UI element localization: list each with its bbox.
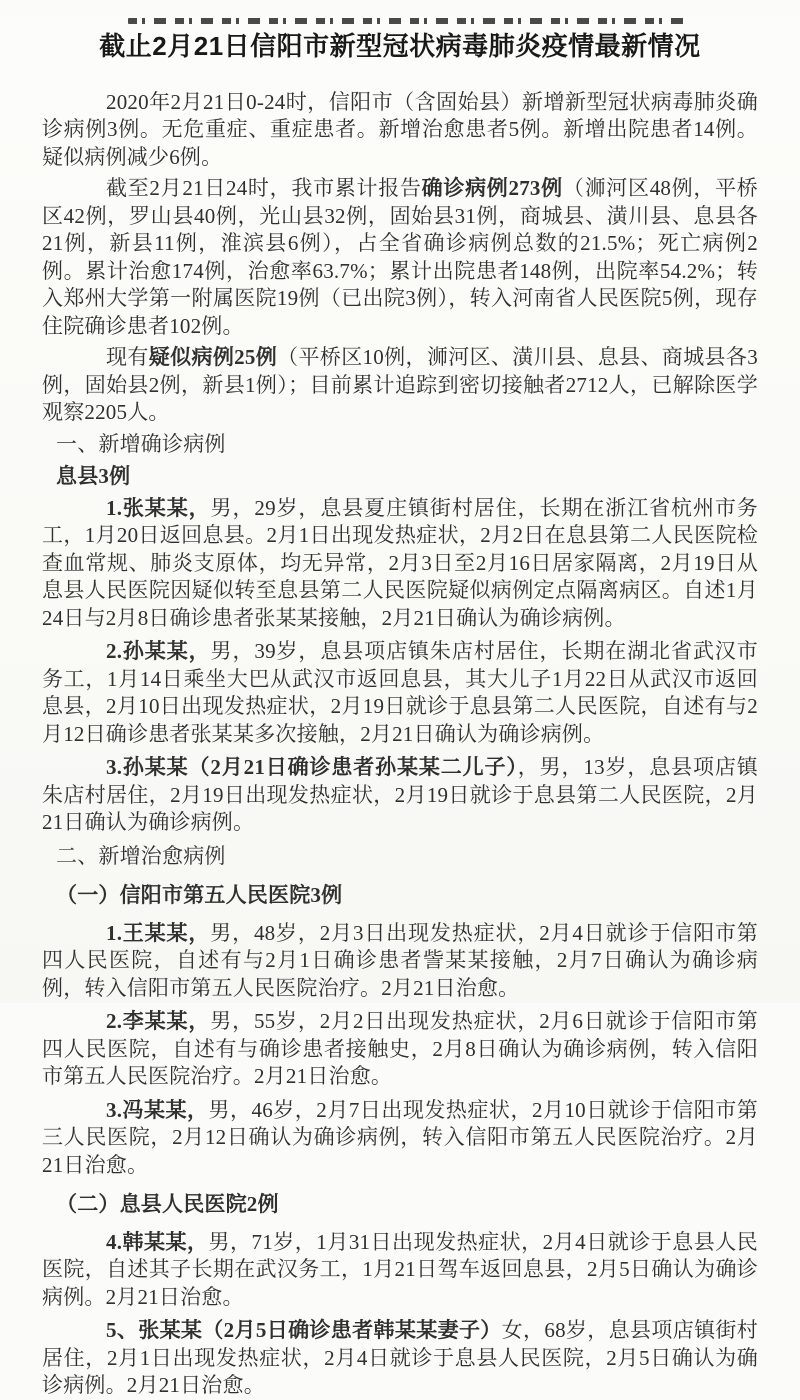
cumulative-post-text: （浉河区48例，平桥区42例，罗山县40例，光山县32例，固始县31例，商城县、潢川县、息县各21例，新县11例，淮滨县6例），占全省确诊病例总数的21.5%；死亡病例2例。累计治愈174例，治愈率63.7%；累计出院患者148例，出院率54.2%；转入郑州大学第一附属医院19例（已出院3例），转入河南省人民医院5例，现存住院确诊患者102例。 [42,176,758,338]
cured-case-2-lead: 2.李某某， [106,1009,211,1033]
suspected-total-bold: 疑似病例25例 [148,345,278,369]
confirmed-case-3 [42,754,758,837]
page-title: 截止2月21日信阳市新型冠状病毒肺炎疫情最新情况 [99,31,701,61]
confirmed-case-2-lead: 2.孙某某， [106,639,211,663]
clipped-previous-line-remnant [128,18,686,24]
confirmed-case-3-text: ，男，13岁，息县项店镇朱店村居住，2月19日出现发热症状，2月19日就诊于息县第二人民医院，2月21日确认为确诊病例。 [42,755,758,834]
cured-case-5-lead: 5、张某某（2月5日确诊患者韩某某妻子） [106,1318,502,1342]
subheading-xixian-3-cases [42,463,758,491]
confirmed-case-1-lead: 1.张某某， [106,495,211,520]
cured-case-2 [42,1008,758,1091]
daily-summary-text: 2020年2月21日0-24时，信阳市（含固始县）新增新型冠状病毒肺炎确诊病例3例。无危重症、重症患者。新增治愈患者5例。新增出院患者14例。疑似病例减少6例。 [42,89,758,169]
cured-case-4 [42,1229,758,1312]
confirmed-case-1 [42,495,758,633]
subheading-xixian-peoples-hospital-label: （二）息县人民医院2例 [56,1192,279,1216]
paragraph-suspected-stats [42,344,758,427]
cumulative-pre-text: 截至2月21日24时，我市累计报告 [106,176,422,200]
cured-case-3-lead: 3.冯某某， [106,1097,209,1122]
paragraph-daily-summary [42,89,758,172]
subheading-xixian-peoples-hospital [42,1191,758,1219]
subheading-fifth-hospital [42,882,758,910]
cured-case-5-text: 女，68岁，息县项店镇街村居住，2月1日出现发热症状，2月4日就诊于息县人民医院，2月5日确认为确诊病例。2月21日治愈。 [42,1318,758,1397]
section-heading-new-confirmed [42,431,758,459]
cured-case-1-lead: 1.王某某， [106,920,211,945]
section-heading-new-cured [42,843,758,871]
document-page [0,16,800,1397]
suspected-post-text: （平桥区10例，浉河区、潢川县、息县、商城县各3例，固始县2例，新县1例）；目前累计追踪到密切接触者2712人，已解除医学观察2205人。 [42,345,758,424]
confirmed-case-3-lead: 3.孙某某（2月21日确诊患者孙某某二儿子） [106,755,518,779]
subheading-fifth-hospital-label: （一）信阳市第五人民医院3例 [56,883,343,907]
confirmed-case-1-text: 男，29岁，息县夏庄镇街村居住，长期在浙江省杭州市务工，1月20日返回息县。2月1日出现发热症状，2月2日在息县第二人民医院检查血常规、肺炎支原体，均无异常，2月3日至2月16日居家隔离，2月19日从息县人民医院因疑似转至息县第二人民医院疑似病例定点隔离病区。自述1月24日与2月8日确诊患者张某某接触，2月21日确认为确诊病例。 [42,495,758,630]
cured-case-4-text: 男，71岁，1月31日出现发热症状，2月4日就诊于息县人民医院，自述其子长期在武汉务工，1月21日驾车返回息县，2月5日确认为确诊病例。2月21日治愈。 [42,1229,758,1309]
confirmed-total-bold: 确诊病例273例 [421,176,563,200]
confirmed-case-2-text: 男，39岁，息县项店镇朱店村居住，长期在湖北省武汉市务工，1月14日乘坐大巴从武汉市返回息县，其大儿子1月22日从武汉市返回息县，2月10日出现发热症状，2月19日就诊于息县第二人民医院，自述有与2月12日确诊患者张某某多次接触，2月21日确认为确诊病例。 [42,639,758,746]
section-heading-new-confirmed-label: 一、新增确诊病例 [56,431,226,456]
document-body [42,89,758,1400]
suspected-pre-text: 现有 [106,345,149,369]
confirmed-case-2 [42,638,758,748]
cured-case-4-lead: 4.韩某某， [106,1229,209,1254]
cured-case-2-text: 男，55岁，2月2日出现发热症状，2月6日就诊于信阳市第四人民医院，自述有与确诊患者接触史，2月8日确认为确诊病例，转入信阳市第五人民医院治疗。2月21日治愈。 [42,1009,758,1088]
cured-case-3 [42,1097,758,1180]
cured-case-1-text: 男，48岁，2月3日出现发热症状，2月4日就诊于信阳市第四人民医院，自述有与2月1日确诊患者訾某某接触，2月7日确认为确诊病例，转入信阳市第五人民医院治疗。2月21日治愈。 [42,920,758,1000]
cured-case-3-text: 男，46岁，2月7日出现发热症状，2月10日就诊于信阳市第三人民医院，2月12日确认为确诊病例，转入信阳市第五人民医院治疗。2月21日治愈。 [42,1097,758,1177]
paragraph-cumulative-stats [42,175,758,340]
cured-case-1 [42,920,758,1003]
section-heading-new-cured-label: 二、新增治愈病例 [56,843,226,868]
subheading-xixian-3-cases-label: 息县3例 [56,464,131,488]
cured-case-5 [42,1317,758,1400]
